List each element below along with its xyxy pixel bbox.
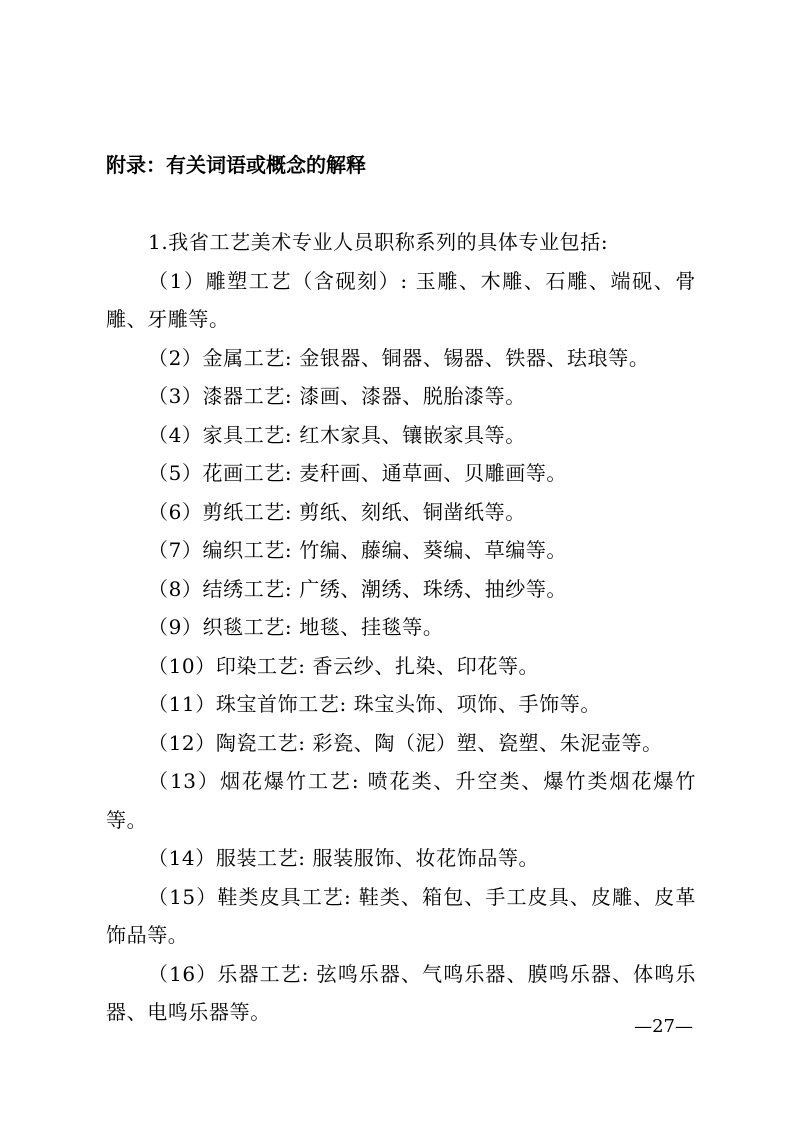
intro-paragraph: 1.我省工艺美术专业人员职称系列的具体专业包括:: [148, 230, 609, 254]
list-item: （11）珠宝首饰工艺: 珠宝头饰、项饰、手饰等。: [148, 692, 601, 716]
appendix-heading: 附录：有关词语或概念的解释: [106, 153, 366, 177]
list-item: （16）乐器工艺: 弦鸣乐器、气鸣乐器、膜鸣乐器、体鸣乐器、电鸣乐器等。: [106, 961, 696, 1024]
list-item: （8）结绣工艺: 广绣、潮绣、珠绣、抽纱等。: [148, 576, 568, 601]
list-item: （4）家具工艺: 红木家具、镶嵌家具等。: [148, 422, 526, 447]
list-item: （10）印染工艺: 香云纱、扎染、印花等。: [148, 653, 540, 678]
list-item: （1）雕塑工艺（含砚刻）: 玉雕、木雕、石雕、端砚、骨雕、牙雕等。: [106, 268, 696, 331]
list-item: （14）服装工艺: 服装服饰、妆花饰品等。: [148, 846, 540, 870]
list-item: （6）剪纸工艺: 剪纸、刻纸、铜凿纸等。: [148, 499, 526, 524]
list-item: （12）陶瓷工艺: 彩瓷、陶（泥）塑、瓷塑、朱泥壶等。: [148, 730, 663, 755]
page-number: —27—: [634, 1016, 693, 1037]
document-body: [106, 223, 696, 1032]
list-item: （15）鞋类皮具工艺: 鞋类、箱包、手工皮具、皮雕、皮革饰品等。: [106, 884, 696, 947]
list-item: （3）漆器工艺: 漆画、漆器、脱胎漆等。: [148, 384, 526, 408]
list-item: （7）编织工艺: 竹编、藤编、葵编、草编等。: [148, 538, 568, 562]
list-item: （13）烟花爆竹工艺: 喷花类、升空类、爆竹类烟花爆竹等。: [106, 769, 696, 832]
list-item: （2）金属工艺: 金银器、铜器、锡器、铁器、珐琅等。: [148, 345, 650, 370]
list-item: （9）织毯工艺: 地毯、挂毯等。: [148, 615, 444, 639]
list-item: （5）花画工艺: 麦秆画、通草画、贝雕画等。: [148, 461, 568, 485]
